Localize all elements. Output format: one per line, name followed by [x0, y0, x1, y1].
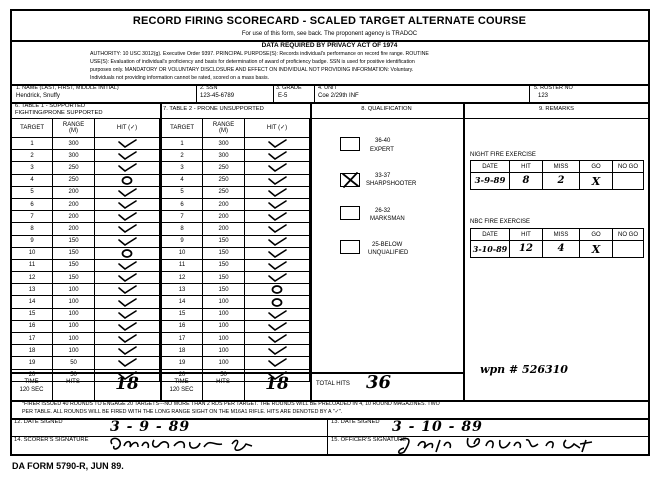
target-range: 150 [53, 259, 95, 271]
officer-signature-label: 15. OFFICER'S SIGNATURE [331, 437, 407, 443]
target-number: 2 [12, 150, 53, 162]
target-number: 9 [12, 235, 53, 247]
col-header-range: RANGE (M) [203, 119, 245, 138]
target-range: 150 [203, 235, 245, 247]
night-header-nogo: NO GO [613, 161, 644, 173]
target-range: 100 [53, 345, 95, 357]
date-signed-12-label: 12. DATE SIGNED [14, 419, 63, 425]
nbc-fire-title: NBC FIRE EXERCISE [470, 219, 531, 225]
target-range: 200 [203, 211, 245, 223]
remarks-title: 9. REMARKS [538, 106, 575, 112]
target-range: 150 [53, 272, 95, 284]
target-range: 300 [53, 138, 95, 150]
target-number: 20 [12, 369, 53, 381]
target-number: 5 [12, 186, 53, 198]
target-range: 300 [203, 138, 245, 150]
col-header-hit: HIT (✓) [245, 119, 310, 138]
target-range: 300 [53, 150, 95, 162]
target-range: 150 [203, 247, 245, 259]
ssn-value: 123-45-6789 [200, 93, 235, 99]
target-number: 9 [162, 235, 203, 247]
name-label: 1. NAME (LAST, FIRST, MIDDLE INITIAL) [16, 85, 119, 91]
privacy-line: Individuals not providing information cannot be rated, scored on a mass basis. [90, 75, 270, 81]
date-signed-13-value: 3 - 10 - 89 [392, 419, 483, 435]
marksman-label: MARKSMAN [370, 216, 405, 222]
target-number: 8 [162, 223, 203, 235]
target-number: 18 [162, 345, 203, 357]
target-range: 100 [53, 320, 95, 332]
target-range: 100 [203, 333, 245, 345]
target-range: 250 [53, 162, 95, 174]
target-number: 7 [162, 211, 203, 223]
target-range: 150 [203, 272, 245, 284]
table2-hits-value: 18 [265, 374, 289, 394]
target-range: 100 [203, 308, 245, 320]
target-range: 250 [53, 174, 95, 186]
total-hits-value: 36 [366, 372, 392, 393]
target-number: 1 [162, 138, 203, 150]
target-number: 20 [162, 369, 203, 381]
target-number: 19 [162, 357, 203, 369]
form-title: RECORD FIRING SCORECARD - SCALED TARGET ALTERNATE COURSE [132, 15, 527, 27]
total-hits-label: TOTAL HITS [316, 381, 350, 387]
target-number: 1 [12, 138, 53, 150]
target-number: 7 [12, 211, 53, 223]
target-number: 12 [162, 272, 203, 284]
target-range: 200 [203, 198, 245, 210]
target-range: 200 [53, 223, 95, 235]
target-range: 100 [203, 357, 245, 369]
privacy-title: DATA REQUIRED BY PRIVACY ACT OF 1974 [261, 42, 398, 49]
target-number: 2 [162, 150, 203, 162]
expert-range: 36-40 [375, 138, 391, 144]
target-number: 13 [162, 284, 203, 296]
nbc-header-go: GO [580, 229, 613, 241]
target-number: 4 [12, 174, 53, 186]
target-number: 6 [12, 198, 53, 210]
grade-value: E-5 [278, 93, 288, 99]
target-number: 15 [162, 308, 203, 320]
date-signed-13-label: 13. DATE SIGNED [331, 419, 380, 425]
target-number: 19 [12, 357, 53, 369]
table1-time-label: TIME [24, 379, 39, 385]
target-range: 150 [203, 284, 245, 296]
target-number: 12 [12, 272, 53, 284]
nbc-header-hit: HIT [510, 229, 543, 241]
table2-time-value: 120 SEC [169, 387, 194, 393]
target-number: 5 [162, 186, 203, 198]
target-number: 11 [162, 259, 203, 271]
unit-value: Coe 2/29th INF [318, 93, 359, 99]
target-range: 100 [53, 333, 95, 345]
target-range: 200 [53, 186, 95, 198]
target-number: 14 [162, 296, 203, 308]
target-number: 8 [12, 223, 53, 235]
target-range: 200 [53, 198, 95, 210]
target-number: 10 [12, 247, 53, 259]
night-header-hit: HIT [510, 161, 543, 173]
target-number: 10 [162, 247, 203, 259]
sharpshooter-label: SHARPSHOOTER [366, 181, 417, 187]
name-value: Hendrick, Snuffy [16, 93, 60, 99]
table2-title: 7. TABLE 2 - PRONE UNSUPPORTED [163, 106, 264, 112]
target-range: 50 [53, 357, 95, 369]
night-miss: 2 [543, 173, 580, 190]
target-range: 300 [203, 150, 245, 162]
nbc-date: 3-10-89 [471, 241, 510, 258]
target-number: 6 [162, 198, 203, 210]
night-header-miss: MISS [543, 161, 580, 173]
target-number: 3 [12, 162, 53, 174]
roster-value: 123 [538, 93, 549, 99]
table1-hits-value: 18 [115, 374, 139, 394]
target-range: 150 [203, 259, 245, 271]
nbc-header-miss: MISS [543, 229, 580, 241]
target-range: 100 [203, 296, 245, 308]
nbc-miss: 4 [543, 241, 580, 258]
target-number: 16 [12, 320, 53, 332]
target-range: 250 [203, 162, 245, 174]
night-header-go: GO [580, 161, 613, 173]
target-number: 17 [162, 333, 203, 345]
grade-label: 3. GRADE [276, 85, 302, 91]
target-number: 17 [12, 333, 53, 345]
table1-title: FIGHTING/PRONE SUPPORTED [15, 110, 103, 116]
target-range: 100 [53, 308, 95, 320]
target-number: 15 [12, 308, 53, 320]
night-header-date: DATE [471, 161, 510, 173]
privacy-line: purposes only. MANDATORY OR VOLUNTARY DISCLOSURE AND EFFECT ON INDIVIDUAL NOT PROVIDING INFORMATION: Voluntary. [90, 67, 414, 73]
date-signed-12-value: 3 - 9 - 89 [110, 419, 191, 435]
target-number: 3 [162, 162, 203, 174]
footnote-line: *FIRER ISSUED 40 ROUNDS TO ENGAGE 20 TARGETS---NO MORE THAN 2 RDS PER TARGET. THE ROUNDS WILL BE PRELOADED IN 4, 10 ROUND MAGAZINES. TWO [22, 401, 440, 407]
target-range: 100 [53, 296, 95, 308]
footnote-line: PER TABLE. ALL ROUNDS WILL BE FIRED WITH THE LONG RANGE SIGHT ON THE M16A1 RIFLE. HITS ARE DENOTED BY A "✓". [22, 409, 343, 415]
table2-hits-label: HITS [216, 379, 230, 385]
col-header-target: TARGET [162, 119, 203, 138]
scorer-signature-label: 14. SCORER'S SIGNATURE [14, 437, 89, 443]
col-header-target: TARGET [12, 119, 53, 138]
table1-title: 6. TABLE 1 - SUPPORTED [15, 103, 86, 109]
nbc-header-nogo: NO GO [613, 229, 644, 241]
target-number: 16 [162, 320, 203, 332]
ssn-label: 2. SSN [200, 85, 218, 91]
privacy-line: AUTHORITY: 10 USC 3012(g). Executive Order 9397. PRINCIPAL PURPOSE(S): Records individual's performance on record fire range. ROUTINE [90, 51, 429, 57]
target-number: 14 [12, 296, 53, 308]
target-range: 150 [53, 235, 95, 247]
sharpshooter-range: 33-37 [375, 173, 391, 179]
unqualified-label: UNQUALIFIED [368, 250, 409, 256]
qualification-title: 8. QUALIFICATION [361, 106, 412, 112]
nbc-hit: 12 [510, 241, 543, 258]
form-subtitle: For use of this form, see back. The proponent agency is TRADOC [241, 31, 418, 37]
night-fire-title: NIGHT FIRE EXERCISE [470, 152, 536, 158]
expert-label: EXPERT [370, 147, 394, 153]
target-range: 250 [203, 174, 245, 186]
target-range: 200 [203, 223, 245, 235]
target-range: 100 [203, 320, 245, 332]
col-header-hit: HIT (✓) [95, 119, 160, 138]
target-range: 100 [203, 345, 245, 357]
nbc-header-date: DATE [471, 229, 510, 241]
privacy-line: USE(S): Evaluation of individual's proficiency and basis for determination of award of proficiency badge. SSN is used for positive identification [90, 59, 415, 65]
target-number: 13 [12, 284, 53, 296]
weapon-number-note: wpn # 526310 [480, 363, 568, 376]
table2-time-label: TIME [174, 379, 189, 385]
unqualified-range: 25-BELOW [372, 242, 403, 248]
night-date: 3-9-89 [471, 173, 510, 190]
target-range: 50 [53, 369, 95, 381]
target-range: 200 [53, 211, 95, 223]
target-range: 250 [203, 186, 245, 198]
nbc-go: X [580, 241, 613, 258]
target-number: 4 [162, 174, 203, 186]
table1-time-value: 120 SEC [19, 387, 44, 393]
table1-hits-label: HITS [66, 379, 80, 385]
night-go: X [580, 173, 613, 190]
marksman-range: 26-32 [375, 208, 391, 214]
target-range: 50 [203, 369, 245, 381]
unit-label: 4. UNIT [318, 85, 337, 91]
col-header-range: RANGE (M) [53, 119, 95, 138]
target-range: 100 [53, 284, 95, 296]
roster-label: 5. ROSTER NO [534, 85, 573, 91]
form-number: DA FORM 5790-R, JUN 89. [12, 461, 124, 471]
target-number: 11 [12, 259, 53, 271]
target-number: 18 [12, 345, 53, 357]
target-range: 150 [53, 247, 95, 259]
night-hit: 8 [510, 173, 543, 190]
